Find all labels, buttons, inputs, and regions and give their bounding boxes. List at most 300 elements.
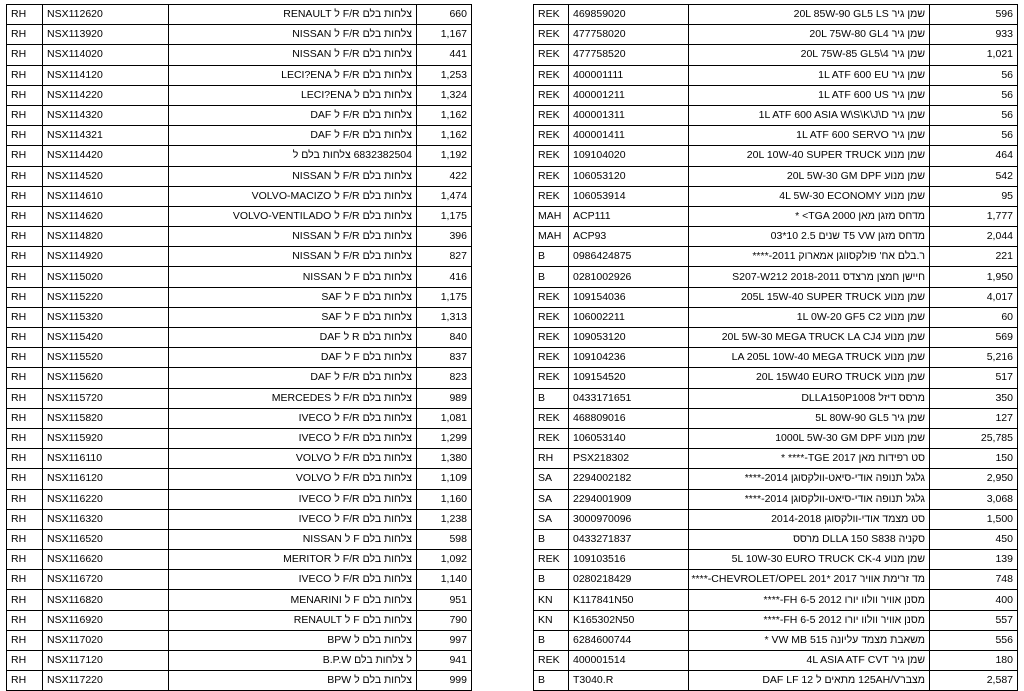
description-cell: מד זרימת אוויר CHEVROLET/OPEL 201* 2017-**** xyxy=(689,570,930,590)
table-row xyxy=(7,368,472,388)
description-cell: DAF ל R צלחות בלם xyxy=(169,328,417,348)
left-table-body xyxy=(7,5,472,691)
description-cell: SAF ל F צלחות בלם xyxy=(169,307,417,327)
category-cell: REK xyxy=(534,186,569,206)
table-row xyxy=(7,630,472,650)
part-number-cell: NSX114620 xyxy=(43,206,169,226)
category-cell: RH xyxy=(7,126,43,146)
description-cell: DAF ל F/R צלחות בלם xyxy=(169,368,417,388)
price-cell: 127 xyxy=(930,408,1018,428)
description-cell: NISSAN ל F צלחות בלם xyxy=(169,529,417,549)
part-number-cell: 400001211 xyxy=(569,85,689,105)
part-number-cell: NSX113920 xyxy=(43,25,169,45)
description-cell: שמן גיר 20L 85W-90 GL5 LS xyxy=(689,5,930,25)
category-cell: RH xyxy=(7,368,43,388)
description-cell: שמן מנוע 20L 10W-40 SUPER TRUCK xyxy=(689,146,930,166)
description-cell: שמן גיר 20L 75W-80 GL4 xyxy=(689,25,930,45)
category-cell: REK xyxy=(534,328,569,348)
part-number-cell: 109053120 xyxy=(569,328,689,348)
description-cell: NISSAN ל F/R צלחות בלם xyxy=(169,25,417,45)
description-cell: LECI?ENA ל F/R צלחות בלם xyxy=(169,65,417,85)
price-cell: 4,017 xyxy=(930,287,1018,307)
part-number-cell: 109104020 xyxy=(569,146,689,166)
category-cell: RH xyxy=(7,247,43,267)
description-cell: IVECO ל F/R צלחות בלם xyxy=(169,570,417,590)
category-cell: RH xyxy=(7,509,43,529)
description-cell: סט מצמד אודי-וולקסוגן 2014-2018 xyxy=(689,509,930,529)
table-row xyxy=(7,287,472,307)
category-cell: RH xyxy=(7,348,43,368)
description-cell: גלגל תנופה אודי-סיאט-וולקסוגן 2014-**** xyxy=(689,489,930,509)
category-cell: REK xyxy=(534,348,569,368)
price-cell: 823 xyxy=(417,368,472,388)
part-number-cell: NSX112620 xyxy=(43,5,169,25)
price-cell: 95 xyxy=(930,186,1018,206)
description-cell: ר.בלם אח' פולקסווגן אמארוק 2011-**** xyxy=(689,247,930,267)
part-number-cell: 400001411 xyxy=(569,126,689,146)
part-number-cell: 477758020 xyxy=(569,25,689,45)
category-cell: RH xyxy=(7,671,43,691)
table-row xyxy=(534,630,1018,650)
right-parts-table xyxy=(533,4,1018,691)
category-cell: SA xyxy=(534,489,569,509)
category-cell: SA xyxy=(534,509,569,529)
price-cell: 5,216 xyxy=(930,348,1018,368)
table-row xyxy=(534,247,1018,267)
price-cell: 660 xyxy=(417,5,472,25)
price-cell: 997 xyxy=(417,630,472,650)
category-cell: B xyxy=(534,529,569,549)
price-cell: 748 xyxy=(930,570,1018,590)
table-row xyxy=(7,105,472,125)
part-number-cell: NSX114220 xyxy=(43,85,169,105)
table-row xyxy=(7,85,472,105)
description-cell: שמן מנוע 20L 5W-30 GM DPF xyxy=(689,166,930,186)
price-cell: 1,081 xyxy=(417,408,472,428)
category-cell: RH xyxy=(7,227,43,247)
table-row xyxy=(7,348,472,368)
category-cell: B xyxy=(534,671,569,691)
part-number-cell: NSX114020 xyxy=(43,45,169,65)
description-cell: שמן מנוע LA 205L 10W-40 MEGA TRUCK xyxy=(689,348,930,368)
table-row xyxy=(534,529,1018,549)
part-number-cell: NSX114420 xyxy=(43,146,169,166)
category-cell: KN xyxy=(534,590,569,610)
category-cell: REK xyxy=(534,25,569,45)
table-row xyxy=(7,5,472,25)
table-row xyxy=(7,307,472,327)
category-cell: RH xyxy=(7,469,43,489)
table-row xyxy=(7,126,472,146)
price-cell: 951 xyxy=(417,590,472,610)
category-cell: REK xyxy=(534,408,569,428)
category-cell: RH xyxy=(7,267,43,287)
table-row xyxy=(7,428,472,448)
description-cell: שמן גיר 4L ASIA ATF CVT xyxy=(689,651,930,671)
table-row xyxy=(7,227,472,247)
description-cell: שמן גיר 5L 80W-90 GL5 xyxy=(689,408,930,428)
table-row xyxy=(534,5,1018,25)
price-cell: 557 xyxy=(930,610,1018,630)
category-cell: REK xyxy=(534,166,569,186)
category-cell: RH xyxy=(7,630,43,650)
description-cell: NISSAN ל F/R צלחות בלם xyxy=(169,45,417,65)
price-cell: 422 xyxy=(417,166,472,186)
description-cell: MERCEDES ל F/R צלחות בלם xyxy=(169,388,417,408)
description-cell: DAF ל F/R צלחות בלם xyxy=(169,126,417,146)
table-row xyxy=(534,206,1018,226)
description-cell: B.P.W ל צלחות בלם xyxy=(169,651,417,671)
part-number-cell: K165302N50 xyxy=(569,610,689,630)
description-cell: DAF ל F צלחות בלם xyxy=(169,348,417,368)
price-cell: 221 xyxy=(930,247,1018,267)
category-cell: RH xyxy=(7,550,43,570)
category-cell: B xyxy=(534,388,569,408)
part-number-cell: 400001311 xyxy=(569,105,689,125)
category-cell: RH xyxy=(7,651,43,671)
part-number-cell: 469859020 xyxy=(569,5,689,25)
category-cell: RH xyxy=(534,449,569,469)
price-cell: 1,175 xyxy=(417,287,472,307)
category-cell: RH xyxy=(7,610,43,630)
part-number-cell: NSX115820 xyxy=(43,408,169,428)
category-cell: REK xyxy=(534,5,569,25)
description-cell: מצבר125AH/V מתאים ל DAF LF 12 xyxy=(689,671,930,691)
price-cell: 2,044 xyxy=(930,227,1018,247)
table-row xyxy=(534,65,1018,85)
part-number-cell: 106053914 xyxy=(569,186,689,206)
price-cell: 2,950 xyxy=(930,469,1018,489)
table-row xyxy=(534,45,1018,65)
table-row xyxy=(534,307,1018,327)
part-number-cell: T3040.R xyxy=(569,671,689,691)
price-cell: 464 xyxy=(930,146,1018,166)
table-row xyxy=(534,428,1018,448)
part-number-cell: ACP93 xyxy=(569,227,689,247)
part-number-cell: 400001111 xyxy=(569,65,689,85)
description-cell: NISSAN ל F/R צלחות בלם xyxy=(169,227,417,247)
category-cell: KN xyxy=(534,610,569,630)
table-row xyxy=(534,186,1018,206)
table-row xyxy=(7,267,472,287)
description-cell: שמן גיר 1L ATF 600 US xyxy=(689,85,930,105)
description-cell: IVECO ל F/R צלחות בלם xyxy=(169,428,417,448)
table-row xyxy=(7,449,472,469)
table-row xyxy=(7,146,472,166)
table-row xyxy=(534,105,1018,125)
part-number-cell: 2294002182 xyxy=(569,469,689,489)
price-cell: 1,175 xyxy=(417,206,472,226)
table-row xyxy=(7,206,472,226)
part-number-cell: 0433271837 xyxy=(569,529,689,549)
description-cell: RENAULT ל F צלחות בלם xyxy=(169,610,417,630)
price-cell: 1,140 xyxy=(417,570,472,590)
table-row xyxy=(534,408,1018,428)
price-cell: 60 xyxy=(930,307,1018,327)
part-number-cell: NSX114321 xyxy=(43,126,169,146)
description-cell: 6832382504 צלחות בלם ל xyxy=(169,146,417,166)
part-number-cell: 109154520 xyxy=(569,368,689,388)
table-row xyxy=(534,25,1018,45)
category-cell: REK xyxy=(534,307,569,327)
table-row xyxy=(534,328,1018,348)
category-cell: REK xyxy=(534,428,569,448)
price-cell: 790 xyxy=(417,610,472,630)
category-cell: SA xyxy=(534,469,569,489)
category-cell: RH xyxy=(7,428,43,448)
category-cell: RH xyxy=(7,590,43,610)
table-row xyxy=(7,590,472,610)
part-number-cell: NSX114820 xyxy=(43,227,169,247)
part-number-cell: NSX115020 xyxy=(43,267,169,287)
table-row xyxy=(7,469,472,489)
description-cell: גלגל תנופה אודי-סיאט-וולקסוגן 2014-**** xyxy=(689,469,930,489)
price-cell: 1,777 xyxy=(930,206,1018,226)
table-row xyxy=(7,65,472,85)
part-number-cell: 2294001909 xyxy=(569,489,689,509)
price-cell: 999 xyxy=(417,671,472,691)
table-row xyxy=(534,368,1018,388)
description-cell: MENARINI ל F צלחות בלם xyxy=(169,590,417,610)
description-cell: IVECO ל F/R צלחות בלם xyxy=(169,509,417,529)
price-cell: 1,192 xyxy=(417,146,472,166)
part-number-cell: 0281002926 xyxy=(569,267,689,287)
price-cell: 941 xyxy=(417,651,472,671)
price-cell: 350 xyxy=(930,388,1018,408)
category-cell: B xyxy=(534,630,569,650)
category-cell: RH xyxy=(7,105,43,125)
table-row xyxy=(7,610,472,630)
part-number-cell: NSX116720 xyxy=(43,570,169,590)
part-number-cell: NSX115520 xyxy=(43,348,169,368)
category-cell: REK xyxy=(534,45,569,65)
category-cell: RH xyxy=(7,25,43,45)
table-row xyxy=(7,166,472,186)
category-cell: REK xyxy=(534,126,569,146)
table-row xyxy=(7,388,472,408)
part-number-cell: NSX116220 xyxy=(43,489,169,509)
description-cell: IVECO ל F/R צלחות בלם xyxy=(169,489,417,509)
category-cell: B xyxy=(534,570,569,590)
price-cell: 542 xyxy=(930,166,1018,186)
description-cell: VOLVO ל F/R צלחות בלם xyxy=(169,469,417,489)
description-cell: NISSAN ל F/R צלחות בלם xyxy=(169,247,417,267)
price-cell: 1,950 xyxy=(930,267,1018,287)
description-cell: NISSAN ל F צלחות בלם xyxy=(169,267,417,287)
table-row xyxy=(7,570,472,590)
category-cell: RH xyxy=(7,408,43,428)
price-cell: 396 xyxy=(417,227,472,247)
price-cell: 1,500 xyxy=(930,509,1018,529)
table-row xyxy=(534,287,1018,307)
category-cell: RH xyxy=(7,388,43,408)
table-row xyxy=(534,570,1018,590)
category-cell: RH xyxy=(7,45,43,65)
part-number-cell: 109154036 xyxy=(569,287,689,307)
part-number-cell: NSX115720 xyxy=(43,388,169,408)
table-row xyxy=(7,509,472,529)
price-cell: 1,162 xyxy=(417,126,472,146)
part-number-cell: ACP111 xyxy=(569,206,689,226)
table-row xyxy=(7,45,472,65)
description-cell: סקניה DLLA 150 S838 מרסס xyxy=(689,529,930,549)
description-cell: שמן מנוע 5L 10W-30 EURO TRUCK CK-4 xyxy=(689,550,930,570)
description-cell: מסנן אוויר וולוו יורו FH 6-5 2012-**** xyxy=(689,590,930,610)
category-cell: REK xyxy=(534,550,569,570)
table-row xyxy=(7,247,472,267)
price-cell: 441 xyxy=(417,45,472,65)
description-cell: שמן מנוע 1000L 5W-30 GM DPF xyxy=(689,428,930,448)
description-cell: VOLVO-VENTILADO ל F/R צלחות בלם xyxy=(169,206,417,226)
description-cell: SAF ל F צלחות בלם xyxy=(169,287,417,307)
category-cell: REK xyxy=(534,146,569,166)
part-number-cell: NSX114320 xyxy=(43,105,169,125)
category-cell: RH xyxy=(7,5,43,25)
category-cell: RH xyxy=(7,287,43,307)
price-cell: 1,021 xyxy=(930,45,1018,65)
table-row xyxy=(534,388,1018,408)
price-cell: 933 xyxy=(930,25,1018,45)
part-number-cell: NSX115420 xyxy=(43,328,169,348)
price-cell: 139 xyxy=(930,550,1018,570)
description-cell: שמן גיר 1L ATF 600 ASIA W\S\K\J\D xyxy=(689,105,930,125)
part-number-cell: NSX115620 xyxy=(43,368,169,388)
category-cell: RH xyxy=(7,166,43,186)
part-number-cell: 109103516 xyxy=(569,550,689,570)
part-number-cell: NSX116620 xyxy=(43,550,169,570)
description-cell: שמן גיר 1L ATF 600 SERVO xyxy=(689,126,930,146)
description-cell: VOLVO-MACIZO ל F/R צלחות בלם xyxy=(169,186,417,206)
category-cell: RH xyxy=(7,206,43,226)
table-row xyxy=(534,348,1018,368)
description-cell: RENAULT ל F/R צלחות בלם xyxy=(169,5,417,25)
part-number-cell: NSX115920 xyxy=(43,428,169,448)
category-cell: REK xyxy=(534,651,569,671)
part-number-cell: 0280218429 xyxy=(569,570,689,590)
price-cell: 56 xyxy=(930,65,1018,85)
table-row xyxy=(534,489,1018,509)
right-table-body xyxy=(534,5,1018,691)
table-row xyxy=(7,529,472,549)
description-cell: LECI?ENA צלחות בלם ל xyxy=(169,85,417,105)
table-row xyxy=(534,267,1018,287)
table-row xyxy=(534,146,1018,166)
part-number-cell: NSX117120 xyxy=(43,651,169,671)
description-cell: BPW צלחות בלם ל xyxy=(169,671,417,691)
description-cell: IVECO ל F/R צלחות בלם xyxy=(169,408,417,428)
description-cell: VOLVO ל F/R צלחות בלם xyxy=(169,449,417,469)
price-cell: 1,092 xyxy=(417,550,472,570)
price-cell: 25,785 xyxy=(930,428,1018,448)
table-row xyxy=(534,610,1018,630)
category-cell: RH xyxy=(7,186,43,206)
table-row xyxy=(534,469,1018,489)
description-cell: DAF ל F/R צלחות בלם xyxy=(169,105,417,125)
price-cell: 517 xyxy=(930,368,1018,388)
part-number-cell: NSX115220 xyxy=(43,287,169,307)
table-row xyxy=(534,85,1018,105)
table-row xyxy=(534,590,1018,610)
description-cell: שמן גיר 1L ATF 600 EU xyxy=(689,65,930,85)
category-cell: RH xyxy=(7,65,43,85)
description-cell: מדחס מזגן T5 VW שנים 2.5 10*03 xyxy=(689,227,930,247)
description-cell: שמן גיר 20L 75W-85 GL5\4 xyxy=(689,45,930,65)
part-number-cell: NSX114920 xyxy=(43,247,169,267)
price-cell: 837 xyxy=(417,348,472,368)
part-number-cell: 3000970096 xyxy=(569,509,689,529)
table-row xyxy=(534,509,1018,529)
description-cell: BPW צלחות בלם ל xyxy=(169,630,417,650)
part-number-cell: 468809016 xyxy=(569,408,689,428)
part-number-cell: NSX116120 xyxy=(43,469,169,489)
category-cell: B xyxy=(534,267,569,287)
part-number-cell: NSX116920 xyxy=(43,610,169,630)
part-number-cell: 106053140 xyxy=(569,428,689,448)
price-cell: 56 xyxy=(930,126,1018,146)
part-number-cell: 106053120 xyxy=(569,166,689,186)
price-cell: 450 xyxy=(930,529,1018,549)
price-cell: 56 xyxy=(930,105,1018,125)
price-cell: 3,068 xyxy=(930,489,1018,509)
table-row xyxy=(7,671,472,691)
description-cell: שמן מנוע 1L 0W-20 GF5 C2 xyxy=(689,307,930,327)
description-cell: NISSAN ל F/R צלחות בלם xyxy=(169,166,417,186)
description-cell: סט רפידות מאן TGE 2017-**** * xyxy=(689,449,930,469)
category-cell: B xyxy=(534,247,569,267)
part-number-cell: 109104236 xyxy=(569,348,689,368)
table-row xyxy=(534,651,1018,671)
price-cell: 1,313 xyxy=(417,307,472,327)
category-cell: REK xyxy=(534,368,569,388)
part-number-cell: NSX116320 xyxy=(43,509,169,529)
part-number-cell: 400001514 xyxy=(569,651,689,671)
part-number-cell: K117841N50 xyxy=(569,590,689,610)
part-number-cell: 6284600744 xyxy=(569,630,689,650)
price-cell: 1,380 xyxy=(417,449,472,469)
part-number-cell: NSX115320 xyxy=(43,307,169,327)
price-cell: 1,474 xyxy=(417,186,472,206)
category-cell: RH xyxy=(7,529,43,549)
price-cell: 1,160 xyxy=(417,489,472,509)
price-cell: 1,299 xyxy=(417,428,472,448)
category-cell: REK xyxy=(534,105,569,125)
part-number-cell: NSX117220 xyxy=(43,671,169,691)
table-row xyxy=(534,126,1018,146)
price-cell: 400 xyxy=(930,590,1018,610)
category-cell: REK xyxy=(534,85,569,105)
price-cell: 1,324 xyxy=(417,85,472,105)
table-row xyxy=(534,227,1018,247)
price-cell: 989 xyxy=(417,388,472,408)
table-row xyxy=(534,449,1018,469)
table-row xyxy=(534,671,1018,691)
table-row xyxy=(7,489,472,509)
category-cell: RH xyxy=(7,489,43,509)
part-number-cell: NSX116110 xyxy=(43,449,169,469)
price-cell: 1,109 xyxy=(417,469,472,489)
price-cell: 2,587 xyxy=(930,671,1018,691)
category-cell: RH xyxy=(7,85,43,105)
part-number-cell: NSX116820 xyxy=(43,590,169,610)
category-cell: REK xyxy=(534,65,569,85)
table-row xyxy=(534,550,1018,570)
price-cell: 1,238 xyxy=(417,509,472,529)
table-row xyxy=(7,25,472,45)
category-cell: MAH xyxy=(534,227,569,247)
price-cell: 150 xyxy=(930,449,1018,469)
part-number-cell: NSX114520 xyxy=(43,166,169,186)
part-number-cell: NSX114610 xyxy=(43,186,169,206)
